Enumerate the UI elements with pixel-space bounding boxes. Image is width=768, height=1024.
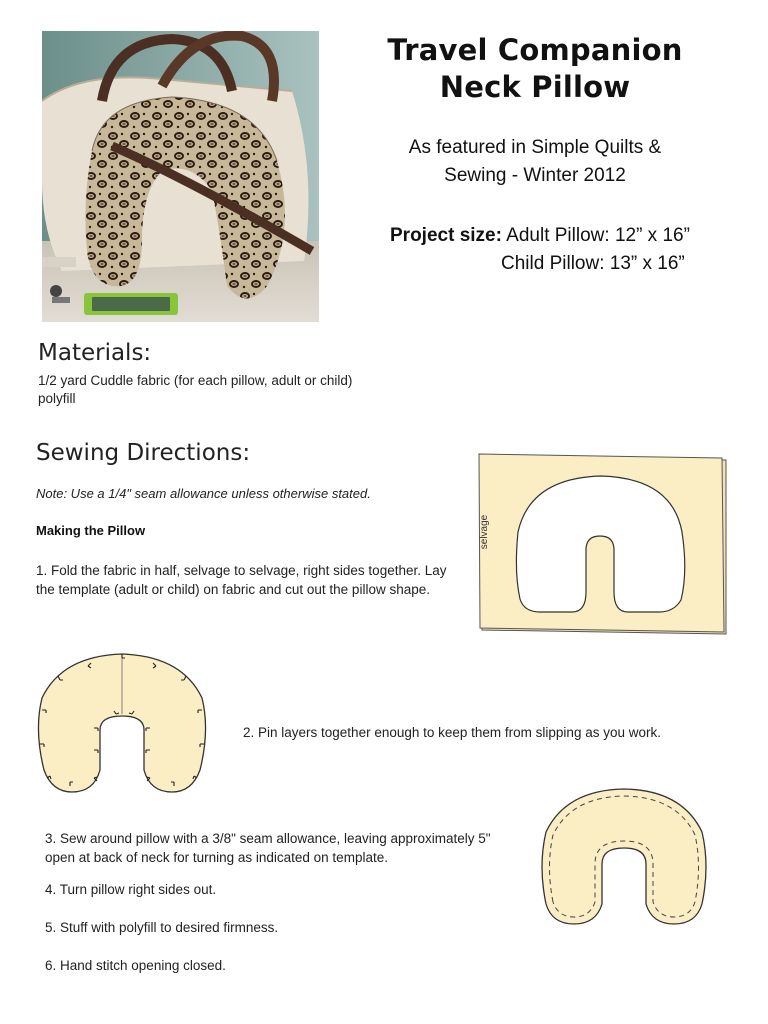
product-photo: [42, 31, 319, 322]
project-size-adult: [390, 222, 690, 250]
child-size: Child Pillow: 13” x 16”: [501, 253, 685, 274]
page-title: [340, 32, 730, 106]
step-1: 1. Fold the fabric in half, selvage to selvage, right sides together. Lay the template (adult or child) on fabric and cut out the pillow shape.: [36, 563, 447, 597]
material-item: polyfill: [38, 391, 76, 406]
selvage-label: selvage: [479, 514, 490, 550]
featured-line-1: As featured in Simple Quilts &: [408, 137, 662, 158]
template-diagram: [476, 452, 728, 638]
neck-pillow-photo: [42, 31, 319, 322]
making-subheading: Making the Pillow: [36, 523, 146, 538]
step-3: 3. Sew around pillow with a 3/8" seam allowance, leaving approximately 5" open at back of neck for turning as indicated on template.: [45, 831, 491, 865]
material-item: 1/2 yard Cuddle fabric (for each pillow, adult or child): [38, 373, 353, 388]
featured-in: [360, 134, 710, 190]
title-line-1: Travel Companion: [387, 33, 683, 67]
step-5: 5. Stuff with polyfill to desired firmness.: [45, 920, 279, 935]
step-2: 2. Pin layers together enough to keep them from slipping as you work.: [243, 725, 661, 740]
sewn-pillow-diagram: [538, 786, 710, 928]
title-line-2: Neck Pillow: [439, 70, 631, 104]
materials-heading: Materials:: [38, 340, 152, 366]
project-size-label: Project size:: [390, 225, 502, 246]
step-6: 6. Hand stitch opening closed.: [45, 958, 226, 973]
featured-line-2: Sewing - Winter 2012: [444, 165, 626, 186]
adult-size: Adult Pillow: 12” x 16”: [506, 225, 690, 246]
step-4: 4. Turn pillow right sides out.: [45, 882, 217, 897]
seam-note: Note: Use a 1/4" seam allowance unless otherwise stated.: [36, 486, 371, 501]
sewn-pillow-illustration: [538, 786, 710, 928]
fabric-template-illustration: [476, 452, 728, 638]
pinned-pillow-diagram: [32, 650, 212, 798]
sewing-directions-heading: Sewing Directions:: [36, 440, 251, 466]
pinned-pillow-illustration: [32, 650, 212, 798]
